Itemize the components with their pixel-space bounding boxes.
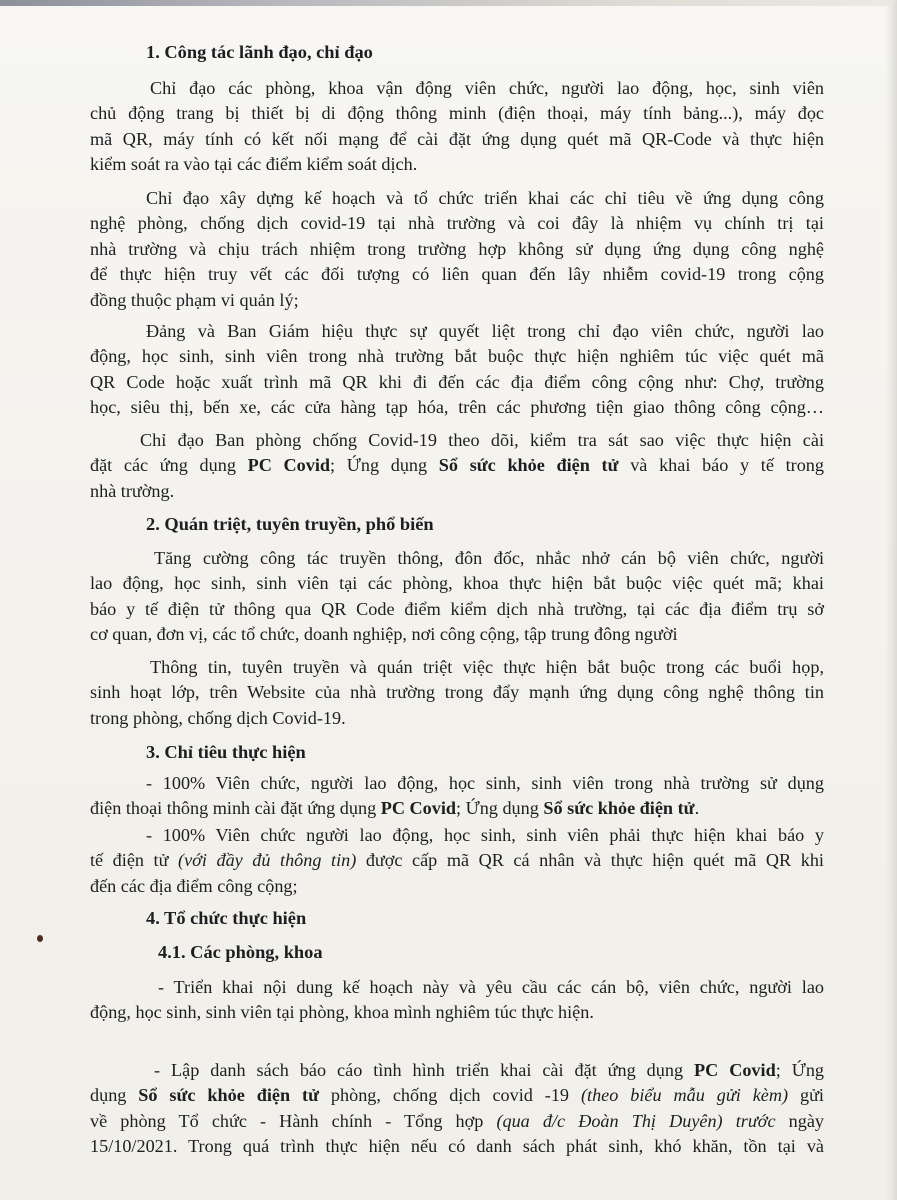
text-line: QR Code hoặc xuất trình mã QR khi đi đến các địa điểm công cộng như: Chợ, trường [90,371,824,392]
app-name-pc-covid: PC Covid [380,798,456,819]
app-name-pc-covid: PC Covid [247,455,331,476]
text-line: 15/10/2021. Trong quá trình thực hiện nếu có danh sách phát sinh, khó khăn, tồn tại và [90,1136,824,1157]
section-4-heading: 4. Tổ chức thực hiện [146,908,307,928]
text-run: về phòng Tổ chức - Hành chính - Tổng hợp [90,1110,497,1131]
text-line: học, siêu thị, bến xe, các cửa hàng tạp hóa, trên các phương tiện giao thông công cộng… [90,397,824,418]
text-line [90,1083,824,1108]
text-run: và khai báo y tế trong [618,455,824,476]
text-line: sinh hoạt lớp, trên Website của nhà trường trong đẩy mạnh ứng dụng công nghệ thông tin [90,682,824,703]
app-name-health-book: Sổ sức khỏe điện tử [543,798,695,819]
section-4-1-heading: 4.1. Các phòng, khoa [158,942,323,962]
text-line: động, học sinh, sinh viên trong nhà trường bắt buộc thực hiện nghiêm túc việc quét mã [90,346,824,367]
text-line: kiểm soát ra vào tại các điểm kiểm soát dịch. [90,154,418,175]
text-run: - Lập danh sách báo cáo tình hình triển khai cài đặt ứng dụng [154,1060,694,1080]
text-line [90,453,824,478]
app-name-health-book: Sổ sức khỏe điện tử [138,1085,319,1106]
text-run: dụng [90,1085,139,1106]
text-line: động, học sinh, sinh viên tại phòng, khoa mình nghiêm túc thực hiện. [90,1002,594,1023]
text-run: . [694,798,700,819]
text-run: tế điện tử [90,850,179,871]
italic-note: (với đầy đủ thông tin) [178,850,357,871]
section-2-paragraph-2 [90,655,824,731]
text-run: được cấp mã QR cá nhân và thực hiện quét mã QR khi [356,850,824,871]
section-1-paragraph-1 [90,76,824,178]
section-2-heading: 2. Quán triệt, tuyên truyền, phổ biến [146,514,434,534]
section-1-paragraph-3 [90,319,824,421]
text-line: chủ động trang bị thiết bị di động thông minh (điện thoại, máy tính bảng...), máy đọc [90,103,824,124]
text-run: ; Ứng dụng [330,455,439,476]
ink-speck [37,935,43,942]
section-1-paragraph-2 [90,186,824,313]
text-line: Chỉ đạo Ban phòng chống Covid-19 theo dõi, kiểm tra sát sao việc thực hiện cài [140,430,824,450]
text-line: lao động, học sinh, sinh viên tại các phòng, khoa thực hiện bắt buộc việc quét mã; khai [90,573,824,594]
section-2-paragraph-1 [90,546,824,648]
italic-note: (qua đ/c Đoàn Thị Duyên) trước [496,1110,776,1131]
text-line: nghệ phòng, chống dịch covid-19 tại nhà trường và coi đây là nhiệm vụ chính trị tại [90,213,824,234]
italic-note: (theo biểu mẫu gửi kèm) [580,1085,789,1106]
text-line: - 100% Viên chức người lao động, học sinh, sinh viên phải thực hiện khai báo y [146,825,824,845]
text-line: cơ quan, đơn vị, các tổ chức, doanh nghiệp, nơi công cộng, tập trung đông người [90,624,678,645]
text-line [90,1109,824,1134]
text-line: Tăng cường công tác truyền thông, đôn đốc, nhắc nhở cán bộ viên chức, người [154,548,824,568]
text-line [90,796,824,821]
text-run: điện thoại thông minh cài đặt ứng dụng [90,798,381,819]
text-line: - Triển khai nội dung kế hoạch này và yêu cầu các cán bộ, viên chức, người lao [158,977,824,997]
text-line: - 100% Viên chức, người lao động, học sinh, sinh viên trong nhà trường sử dụng [146,773,824,793]
text-line: báo y tế điện tử thông qua QR Code điểm kiểm dịch nhà trường, tại các địa điểm trụ sở [90,598,824,619]
text-run: phòng, chống dịch covid -19 [318,1085,581,1106]
text-line: để thực hiện truy vết các đối tượng có liên quan đến lây nhiễm covid-19 trong cộng [90,264,824,285]
text-line: mã QR, máy tính có kết nối mạng để cài đặt ứng dụng quét mã QR-Code và thực hiện [90,128,824,149]
section-4-1-paragraph-2 [90,1058,824,1160]
text-run: ; Ứng dụng [456,798,544,819]
app-name-health-book: Sổ sức khỏe điện tử [438,455,619,476]
text-line: Chỉ đạo các phòng, khoa vận động viên chức, người lao động, học, sinh viên [150,78,824,98]
section-4-1-paragraph-1 [90,975,824,1026]
text-line: Chỉ đạo xây dựng kế hoạch và tổ chức triển khai các chỉ tiêu về ứng dụng công [146,188,824,208]
text-line: Đảng và Ban Giám hiệu thực sự quyết liệt trong chỉ đạo viên chức, người lao [146,321,824,341]
text-line: Thông tin, tuyên truyền và quán triệt việc thực hiện bắt buộc trong các buổi họp, [150,657,824,677]
text-line: đến các địa điểm công cộng; [90,875,298,896]
text-line: trong phòng, chống dịch Covid-19. [90,707,346,728]
text-line [90,848,824,873]
app-name-pc-covid: PC Covid [694,1060,776,1080]
text-run: ngày [775,1110,825,1131]
section-3-heading: 3. Chỉ tiêu thực hiện [146,742,306,762]
section-1-heading: 1. Công tác lãnh đạo, chỉ đạo [146,42,373,62]
text-run: đặt các ứng dụng [90,455,248,476]
text-line: nhà trường. [90,480,175,501]
text-line: đồng thuộc phạm vi quản lý; [90,289,299,310]
section-1-paragraph-4 [90,428,824,504]
text-run: gửi [788,1085,824,1106]
section-3-paragraph-1 [90,771,824,822]
text-line [90,1058,824,1083]
scan-top-edge [0,0,897,6]
scan-right-edge [885,0,897,1200]
text-run: ; Ứng [775,1060,825,1080]
section-3-paragraph-2 [90,823,824,899]
text-line: nhà trường và chịu trách nhiệm trong trường hợp không sử dụng ứng dụng công nghệ [90,238,824,259]
